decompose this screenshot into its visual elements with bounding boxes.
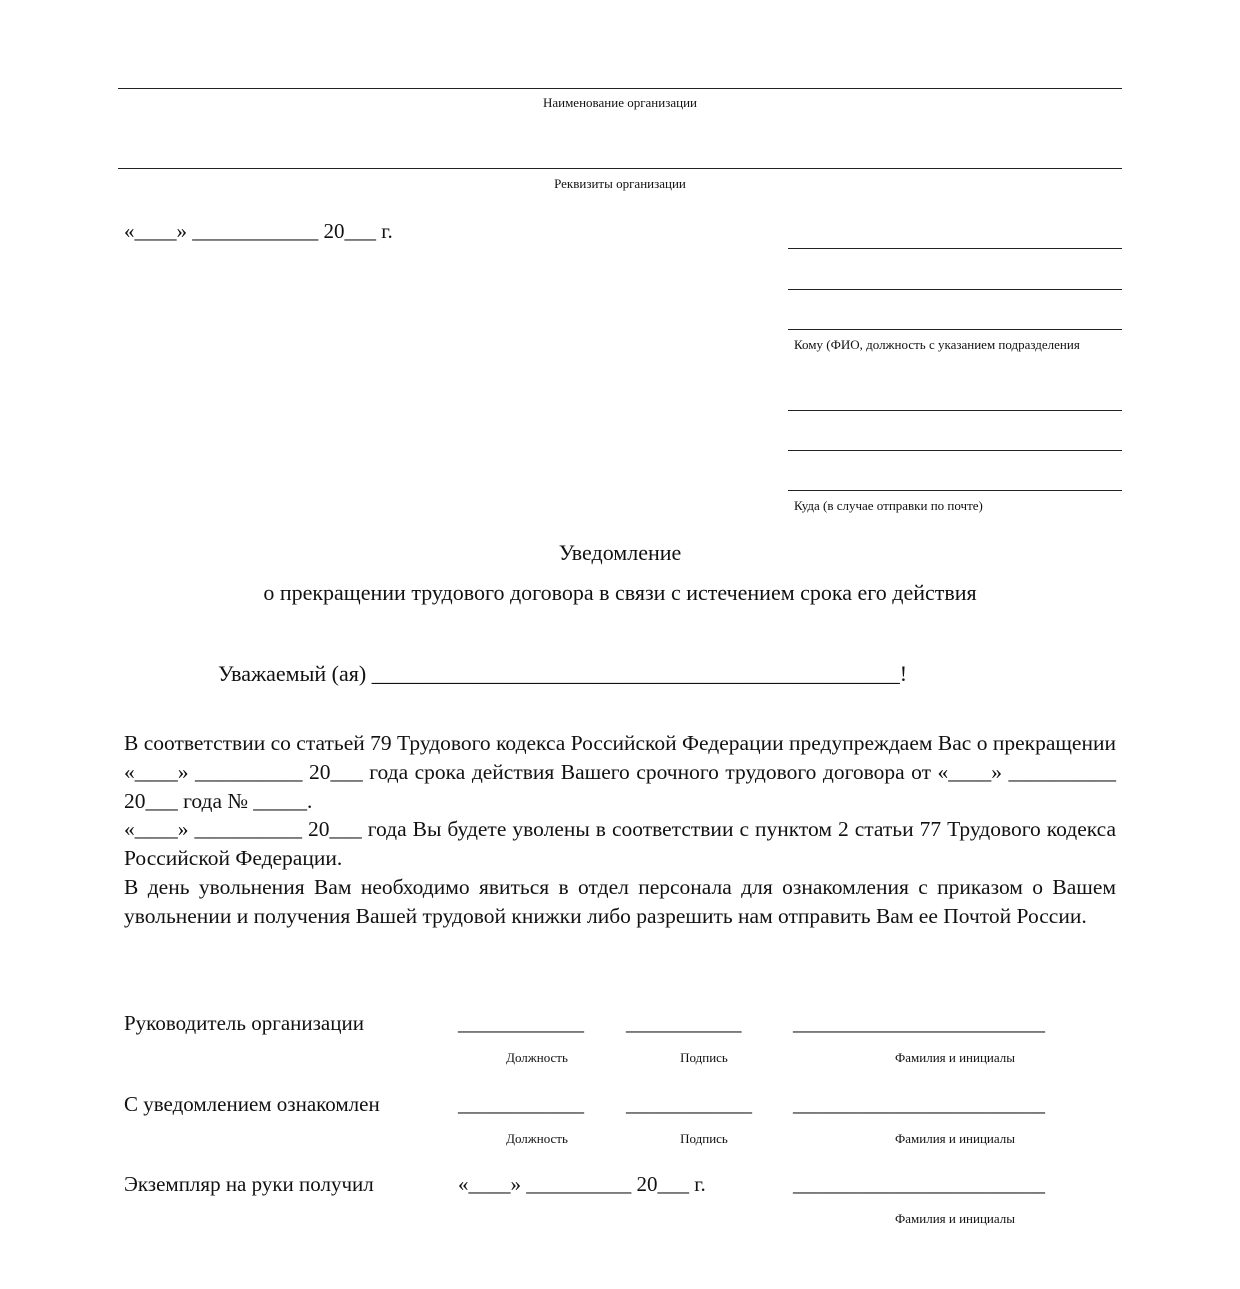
address-line-1[interactable] — [788, 410, 1122, 411]
org-name-line[interactable] — [118, 88, 1122, 89]
ack-signature-caption: Подпись — [680, 1131, 728, 1146]
head-signature-blank[interactable]: ___________ — [626, 1011, 742, 1035]
org-name-caption: Наименование организации — [542, 95, 698, 110]
copy-date-blank[interactable]: «____» __________ 20___ г. — [458, 1172, 706, 1196]
head-name-caption: Фамилия и инициалы — [895, 1050, 1015, 1065]
copy-name-caption: Фамилия и инициалы — [895, 1211, 1015, 1226]
ack-signature-blank[interactable]: ____________ — [626, 1092, 752, 1116]
address-caption: Куда (в случае отправки по почте) — [794, 498, 983, 513]
ack-label: С уведомлением ознакомлен — [124, 1092, 380, 1116]
address-line-3[interactable] — [788, 490, 1122, 491]
head-label: Руководитель организации — [124, 1011, 364, 1035]
body-paragraph-1: В соответствии со статьей 79 Трудового кодекса Российской Федерации предупреждаем Вас о прекращении «____» __________ 20___ года срока действия Вашего срочного трудового договора от «____» __________ 20___ года № _____. — [124, 731, 1116, 813]
document-title: Уведомление — [558, 540, 682, 565]
ack-position-caption: Должность — [506, 1131, 568, 1146]
body-text — [124, 729, 1116, 931]
recipient-line-3[interactable] — [788, 329, 1122, 330]
head-name-blank[interactable]: ________________________ — [793, 1011, 1045, 1035]
recipient-line-2[interactable] — [788, 289, 1122, 290]
document-date[interactable]: «____» ____________ 20___ г. — [124, 219, 393, 243]
body-paragraph-2: «____» __________ 20___ года Вы будете уволены в соответствии с пунктом 2 статьи 77 Трудового кодекса Российской Федерации. — [124, 817, 1116, 871]
salutation[interactable]: Уважаемый (ая) ________________________________________________! — [218, 661, 908, 686]
head-signature-caption: Подпись — [680, 1050, 728, 1065]
ack-name-blank[interactable]: ________________________ — [793, 1092, 1045, 1116]
document-subtitle: о прекращении трудового договора в связи с истечением срока его действия — [263, 580, 977, 605]
copy-label: Экземпляр на руки получил — [124, 1172, 374, 1196]
ack-name-caption: Фамилия и инициалы — [895, 1131, 1015, 1146]
head-position-blank[interactable]: ____________ — [458, 1011, 584, 1035]
org-details-line[interactable] — [118, 168, 1122, 169]
address-line-2[interactable] — [788, 450, 1122, 451]
recipient-line-1[interactable] — [788, 248, 1122, 249]
ack-position-blank[interactable]: ____________ — [458, 1092, 584, 1116]
recipient-to-caption: Кому (ФИО, должность с указанием подразделения — [794, 337, 1080, 352]
copy-name-blank[interactable]: ________________________ — [793, 1172, 1045, 1196]
org-details-caption: Реквизиты организации — [554, 176, 686, 191]
head-position-caption: Должность — [506, 1050, 568, 1065]
body-paragraph-3: В день увольнения Вам необходимо явиться в отдел персонала для ознакомления с приказом о Вашем увольнении и получения Вашей трудовой книжки либо разрешить нам отправить Вам ее Почтой России. — [124, 874, 1116, 928]
